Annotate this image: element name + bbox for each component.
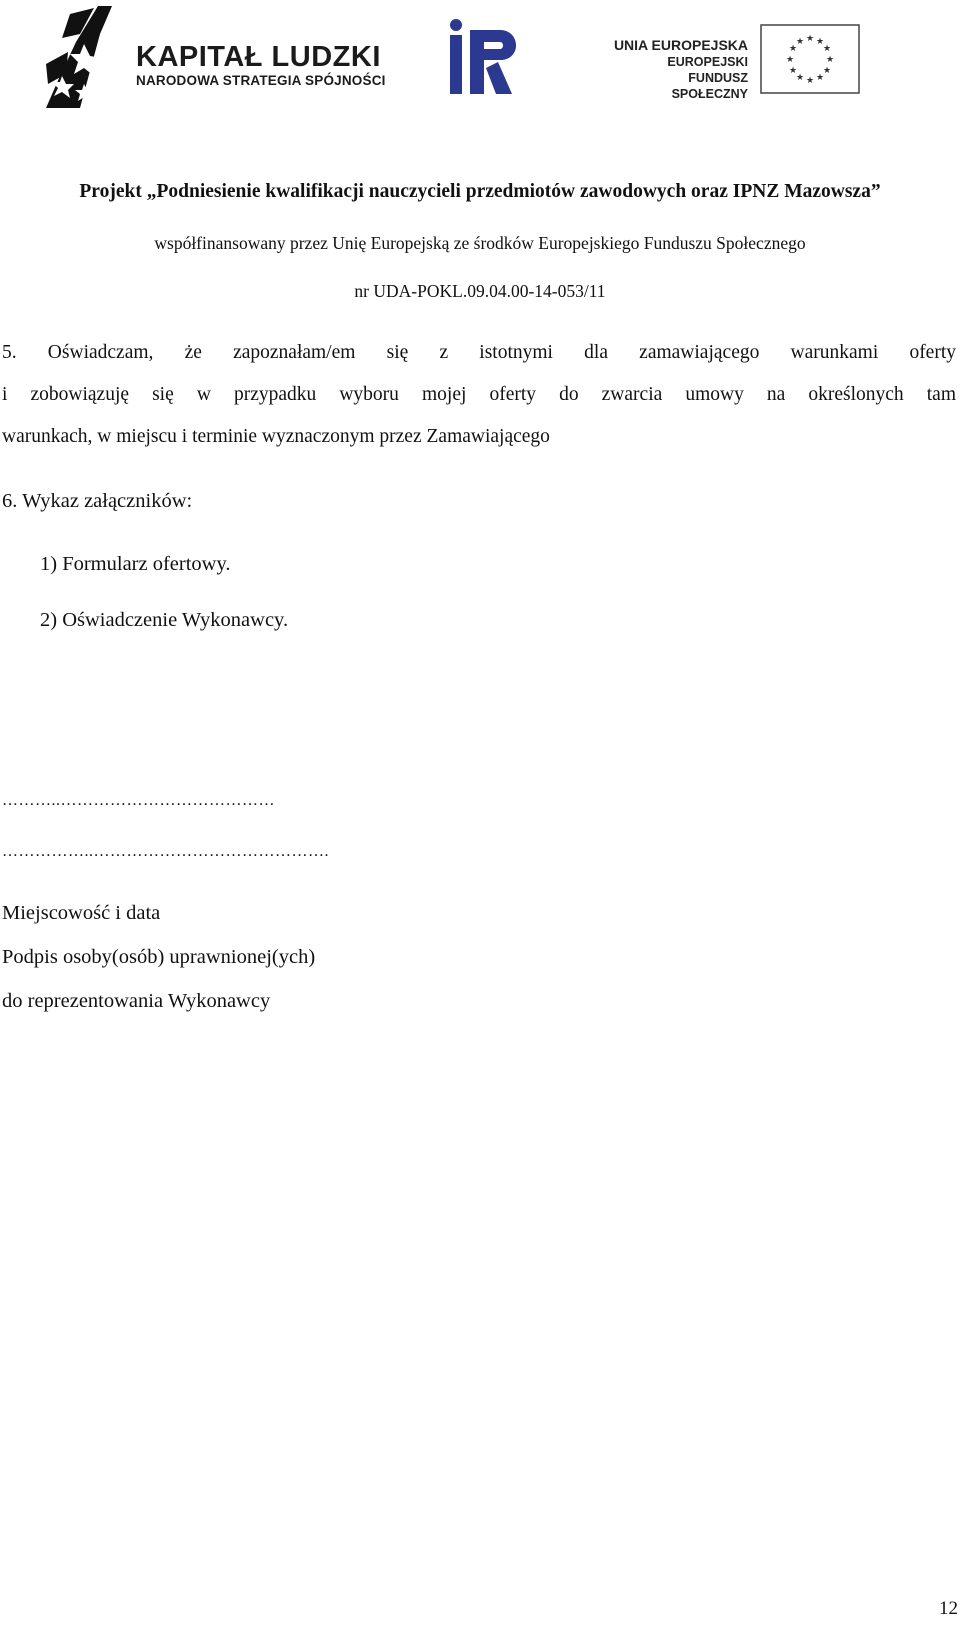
svg-text:★: ★ xyxy=(785,55,795,65)
svg-text:★: ★ xyxy=(795,73,805,83)
signature-dotted-line: ……………..……………………………………. xyxy=(2,843,329,860)
project-title: Projekt „Podniesienie kwalifikacji nauczycieli przedmiotów zawodowych oraz IPNZ Mazowsza” xyxy=(79,181,881,202)
svg-text:★: ★ xyxy=(805,34,815,44)
eu-flag-icon xyxy=(760,24,860,94)
kapital-ludzki-subtitle: NARODOWA STRATEGIA SPÓJNOŚCI xyxy=(136,73,386,88)
page-number: 12 xyxy=(939,1598,958,1619)
svg-text:★: ★ xyxy=(825,55,835,65)
place-date-label: Miejscowość i data xyxy=(2,902,161,924)
irp-logo xyxy=(448,16,528,96)
kapital-ludzki-logo-mark xyxy=(40,4,112,108)
signature-label-line-1: Podpis osoby(osób) uprawnionej(ych) xyxy=(2,946,316,968)
svg-text:★: ★ xyxy=(822,66,832,76)
section-5-declaration xyxy=(2,332,956,458)
place-date-dotted-line: ………..………………………………… xyxy=(2,792,275,809)
kapital-ludzki-wordmark xyxy=(136,42,386,90)
section-5-line-3: warunkach, w miejscu i terminie wyznaczonym przez Zamawiającego xyxy=(2,426,550,447)
signature-label-line-2: do reprezentowania Wykonawcy xyxy=(2,990,271,1012)
section-5-line-2: i zobowiązuję się w przypadku wyboru mojej oferty do zwarcia umowy na określonych tam xyxy=(2,384,956,405)
eu-line-2: EUROPEJSKI xyxy=(667,55,748,69)
svg-text:★: ★ xyxy=(788,44,798,54)
section-6-heading: 6. Wykaz załączników: xyxy=(2,490,193,512)
project-number: nr UDA-POKL.09.04.00-14-053/11 xyxy=(354,281,606,301)
eu-wordmark xyxy=(610,36,748,102)
svg-text:★: ★ xyxy=(815,37,825,47)
attachment-item: 1) Formularz ofertowy. xyxy=(40,553,231,575)
project-cofinance-note: współfinansowany przez Unię Europejską ze środków Europejskiego Funduszu Społecznego xyxy=(154,233,806,253)
svg-text:★: ★ xyxy=(788,66,798,76)
svg-text:★: ★ xyxy=(795,37,805,47)
section-5-line-1: 5. Oświadczam, że zapoznałam/em się z istotnymi dla zamawiającego warunkami oferty xyxy=(2,342,956,363)
attachment-item: 2) Oświadczenie Wykonawcy. xyxy=(40,609,289,631)
svg-text:★: ★ xyxy=(805,76,815,86)
eu-line-3: FUNDUSZ SPOŁECZNY xyxy=(671,71,748,101)
svg-text:★: ★ xyxy=(815,73,825,83)
svg-text:★: ★ xyxy=(822,44,832,54)
logo-header xyxy=(0,0,960,110)
kapital-ludzki-title: KAPITAŁ LUDZKI xyxy=(136,41,381,73)
eu-line-1: UNIA EUROPEJSKA xyxy=(613,37,748,53)
